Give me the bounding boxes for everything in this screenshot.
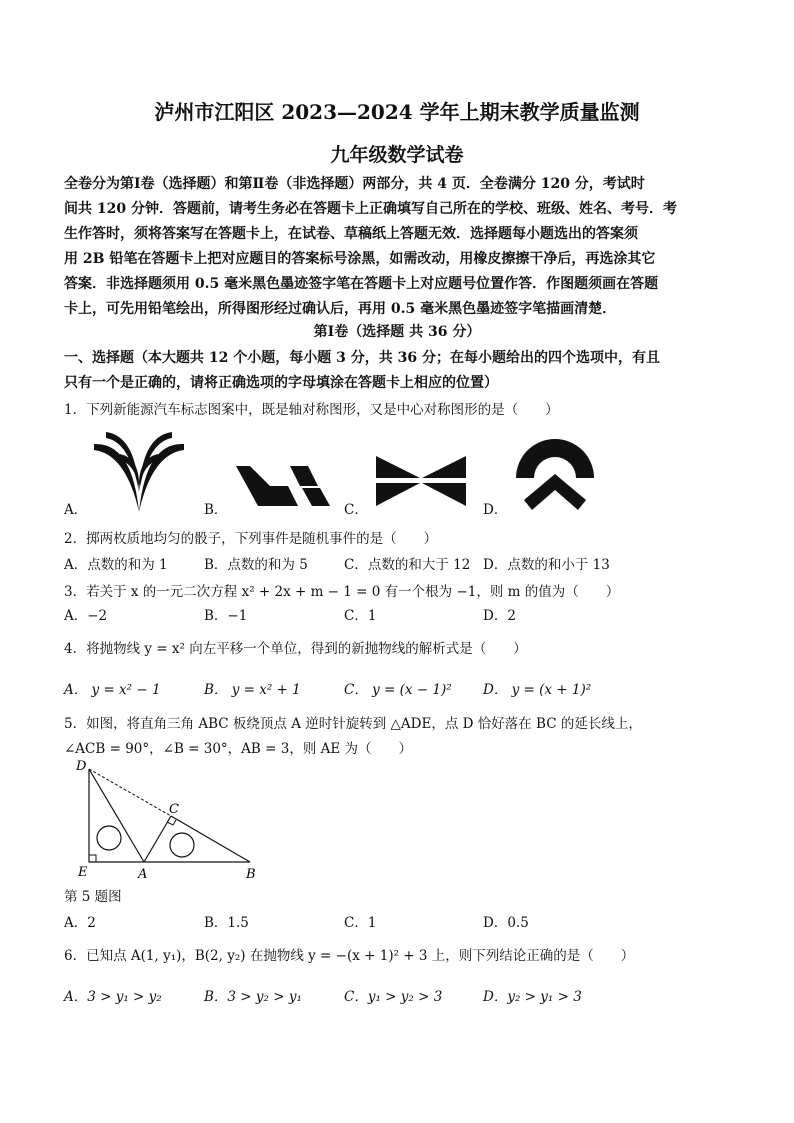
- label-c: C: [169, 802, 179, 817]
- question-2-stem: 2．掷两枚质地均匀的骰子，下列事件是随机事件的是（ ）: [64, 531, 438, 547]
- q3-option-a[interactable]: A．−2: [64, 608, 108, 624]
- instructions: [64, 172, 748, 322]
- q4-option-c[interactable]: C． y = (x − 1)²: [344, 682, 452, 698]
- instruction-line: 答案．非选择题须用 0.5 毫米黑色墨迹签字笔在答题卡上对应题号位置作答．作图题须画在答题: [64, 276, 659, 292]
- q3-option-b[interactable]: B．−1: [204, 608, 248, 624]
- q3-option-c[interactable]: C．1: [344, 608, 377, 624]
- q2-option-a[interactable]: A．点数的和为 1: [64, 557, 168, 573]
- question-4-stem: 4．将抛物线 y = x² 向左平移一个单位，得到的新抛物线的解析式是（ ）: [64, 641, 527, 657]
- instruction-line: 用 2B 铅笔在答题卡上把对应题目的答案标号涂黑，如需改动，用橡皮擦擦干净后，再选涂其它: [64, 251, 656, 267]
- q6-option-a[interactable]: A．3 > y₁ > y₂: [64, 989, 162, 1005]
- q2-option-b[interactable]: B．点数的和为 5: [204, 557, 308, 573]
- q4-option-b[interactable]: B． y = x² + 1: [204, 682, 301, 698]
- q5-option-c[interactable]: C．1: [344, 915, 377, 931]
- section-heading-line: 一、选择题（本大题共 12 个小题，每小题 3 分，共 36 分；在每小题给出的四个选项中，有且: [64, 350, 660, 366]
- label-b: B: [246, 867, 256, 882]
- trident-logo-icon: [92, 432, 186, 514]
- question-5-stem: 5．如图，将直角三角 ABC 板绕顶点 A 逆时针旋转到 △ADE，点 D 恰好落在 BC 的延长线上，: [64, 716, 642, 732]
- instruction-line: 间共 120 分钟．答题前，请考生务必在答题卡上正确填写自己所在的学校、班级、姓名、考号．考: [64, 201, 677, 217]
- q4-option-a[interactable]: A． y = x² − 1: [64, 682, 161, 698]
- question-6-stem: 6．已知点 A(1, y₁)，B(2, y₂) 在抛物线 y = −(x + 1)² + 3 上，则下列结论正确的是（ ）: [64, 948, 635, 964]
- q3-option-d[interactable]: D．2: [483, 608, 516, 624]
- q1-option-a[interactable]: A．: [64, 502, 88, 518]
- figure-caption: 第 5 题图: [64, 889, 122, 905]
- section-heading: [64, 346, 748, 396]
- label-a: A: [138, 867, 148, 882]
- triangle-figure: [70, 758, 270, 882]
- label-d: D: [76, 759, 87, 774]
- page-subtitle: 九年级数学试卷: [330, 144, 464, 166]
- instruction-line: 生作答时，须将答案写在答题卡上，在试卷、草稿纸上答题无效．选择题每小题选出的答案须: [64, 226, 638, 242]
- parallelogram-logo-icon: [236, 466, 330, 506]
- q6-option-b[interactable]: B．3 > y₂ > y₁: [204, 989, 302, 1005]
- q1-option-d[interactable]: D．: [483, 502, 508, 518]
- q5-option-b[interactable]: B．1.5: [204, 915, 249, 931]
- question-1-stem: 1．下列新能源汽车标志图案中，既是轴对称图形，又是中心对称图形的是（ ）: [64, 402, 559, 418]
- q1-option-c[interactable]: C．: [344, 502, 368, 518]
- q4-option-d[interactable]: D． y = (x + 1)²: [483, 682, 592, 698]
- instruction-line: 卡上，可先用铅笔绘出，所得图形经过确认后，再用 0.5 毫米黑色墨迹签字笔描画清楚．: [64, 301, 617, 317]
- arch-logo-icon: [514, 436, 596, 512]
- q2-option-c[interactable]: C．点数的和大于 12: [344, 557, 471, 573]
- q6-option-c[interactable]: C．y₁ > y₂ > 3: [344, 989, 443, 1005]
- q6-option-d[interactable]: D．y₂ > y₁ > 3: [483, 989, 582, 1005]
- bowtie-logo-icon: [376, 456, 466, 506]
- page-title: 泸州市江阳区 2023—2024 学年上期末教学质量监测: [154, 100, 640, 124]
- section-heading-line: 只有一个是正确的，请将正确选项的字母填涂在答题卡上相应的位置）: [64, 375, 498, 391]
- q5-option-d[interactable]: D．0.5: [483, 915, 529, 931]
- q1-option-b[interactable]: B．: [204, 502, 228, 518]
- label-e: E: [78, 865, 88, 880]
- question-3-stem: 3．若关于 x 的一元二次方程 x² + 2x + m − 1 = 0 有一个根为 −1，则 m 的值为（ ）: [64, 584, 620, 600]
- q2-option-d[interactable]: D．点数的和小于 13: [483, 557, 610, 573]
- question-5-stem-cont: ∠ACB = 90°，∠B = 30°，AB = 3，则 AE 为（ ）: [64, 741, 413, 757]
- q5-option-a[interactable]: A．2: [64, 915, 96, 931]
- section-title: 第Ⅰ卷（选择题 共 36 分）: [313, 324, 481, 340]
- instruction-line: 全卷分为第Ⅰ卷（选择题）和第Ⅱ卷（非选择题）两部分，共 4 页．全卷满分 120 分，考试时: [64, 176, 645, 192]
